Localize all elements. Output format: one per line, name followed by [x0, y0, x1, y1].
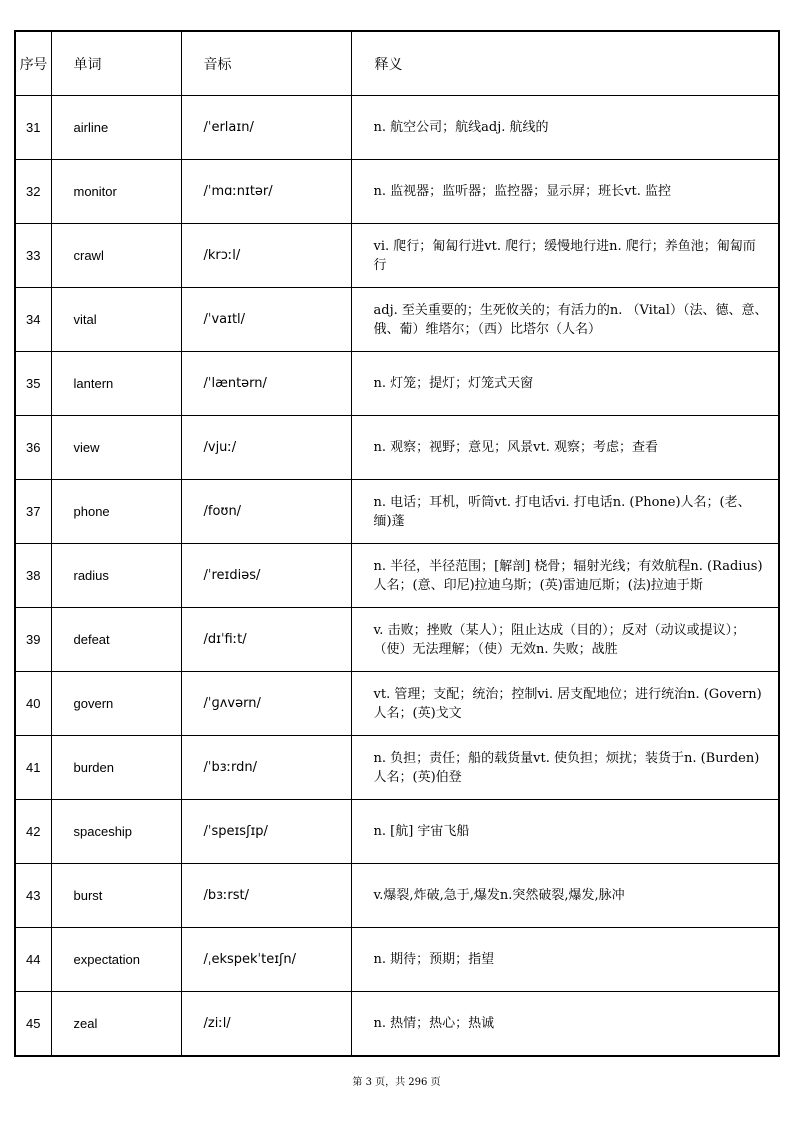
row-definition: vt. 管理；支配；统治；控制vi. 居支配地位；进行统治n. (Govern)人名；(英)戈文	[351, 672, 779, 736]
row-number: 42	[15, 800, 51, 864]
row-definition: n. 观察；视野；意见；风景vt. 观察；考虑；查看	[351, 416, 779, 480]
header-word: 单词	[51, 31, 181, 96]
row-phonetic: /ˈvaɪtl/	[181, 288, 351, 352]
header-number: 序号	[15, 31, 51, 96]
row-word: airline	[51, 96, 181, 160]
row-word: expectation	[51, 928, 181, 992]
header-phonetic: 音标	[181, 31, 351, 96]
row-word: monitor	[51, 160, 181, 224]
row-phonetic: /ˈbɜːrdn/	[181, 736, 351, 800]
row-number: 32	[15, 160, 51, 224]
row-word: radius	[51, 544, 181, 608]
row-phonetic: /ˈreɪdiəs/	[181, 544, 351, 608]
row-phonetic: /ˈspeɪsʃɪp/	[181, 800, 351, 864]
table-row	[15, 672, 779, 736]
table-row	[15, 992, 779, 1057]
row-phonetic: /foʊn/	[181, 480, 351, 544]
row-phonetic: /ˌekspekˈteɪʃn/	[181, 928, 351, 992]
table-row	[15, 736, 779, 800]
row-number: 38	[15, 544, 51, 608]
row-phonetic: /ˈlæntərn/	[181, 352, 351, 416]
row-number: 36	[15, 416, 51, 480]
row-phonetic: /krɔːl/	[181, 224, 351, 288]
row-number: 33	[15, 224, 51, 288]
table-row	[15, 224, 779, 288]
row-number: 34	[15, 288, 51, 352]
row-phonetic: /vjuː/	[181, 416, 351, 480]
row-number: 43	[15, 864, 51, 928]
table-row	[15, 928, 779, 992]
row-word: zeal	[51, 992, 181, 1057]
row-word: lantern	[51, 352, 181, 416]
row-definition: vi. 爬行；匍匐行进vt. 爬行；缓慢地行进n. 爬行；养鱼池；匍匐而行	[351, 224, 779, 288]
row-definition: n. 热情；热心；热诚	[351, 992, 779, 1057]
row-definition: n. 航空公司；航线adj. 航线的	[351, 96, 779, 160]
row-definition: n. 监视器；监听器；监控器；显示屏；班长vt. 监控	[351, 160, 779, 224]
table-row	[15, 160, 779, 224]
table-row	[15, 544, 779, 608]
table-row	[15, 864, 779, 928]
table-row	[15, 416, 779, 480]
row-number: 35	[15, 352, 51, 416]
row-number: 37	[15, 480, 51, 544]
row-word: defeat	[51, 608, 181, 672]
row-word: crawl	[51, 224, 181, 288]
row-number: 41	[15, 736, 51, 800]
row-number: 39	[15, 608, 51, 672]
row-definition: n. 期待；预期；指望	[351, 928, 779, 992]
row-definition: adj. 至关重要的；生死攸关的；有活力的n. （Vital）（法、德、意、俄、葡）维塔尔；（西）比塔尔（人名）	[351, 288, 779, 352]
row-word: spaceship	[51, 800, 181, 864]
row-word: govern	[51, 672, 181, 736]
row-word: view	[51, 416, 181, 480]
row-number: 44	[15, 928, 51, 992]
row-definition: n. 灯笼；提灯；灯笼式天窗	[351, 352, 779, 416]
row-phonetic: /ziːl/	[181, 992, 351, 1057]
table-row	[15, 96, 779, 160]
table-row	[15, 288, 779, 352]
table-header-row	[15, 31, 779, 96]
row-word: burden	[51, 736, 181, 800]
row-phonetic: /ˈɡʌvərn/	[181, 672, 351, 736]
table-row	[15, 480, 779, 544]
row-number: 31	[15, 96, 51, 160]
table-row	[15, 352, 779, 416]
page-number-footer: 第 3 页，共 296 页	[352, 1077, 441, 1088]
row-definition: n. 电话；耳机，听筒vt. 打电话vi. 打电话n. (Phone)人名；(老、缅)蓬	[351, 480, 779, 544]
row-word: vital	[51, 288, 181, 352]
header-definition: 释义	[351, 31, 779, 96]
row-phonetic: /bɜːrst/	[181, 864, 351, 928]
vocabulary-table	[14, 30, 780, 1057]
table-row	[15, 608, 779, 672]
row-phonetic: /ˈerlaɪn/	[181, 96, 351, 160]
row-definition: v. 击败；挫败（某人）；阻止达成（目的）；反对（动议或提议）；（使）无法理解；（使）无效n. 失败；战胜	[351, 608, 779, 672]
row-phonetic: /dɪˈfiːt/	[181, 608, 351, 672]
row-definition: n. 半径，半径范围；[解剖] 桡骨；辐射光线；有效航程n. (Radius)人名；(意、印尼)拉迪乌斯；(英)雷迪厄斯；(法)拉迪于斯	[351, 544, 779, 608]
row-number: 45	[15, 992, 51, 1057]
table-row	[15, 800, 779, 864]
row-definition: n. [航] 宇宙飞船	[351, 800, 779, 864]
row-definition: n. 负担；责任；船的载货量vt. 使负担；烦扰；装货于n. (Burden)人名；(英)伯登	[351, 736, 779, 800]
row-definition: v.爆裂,炸破,急于,爆发n.突然破裂,爆发,脉冲	[351, 864, 779, 928]
row-number: 40	[15, 672, 51, 736]
row-word: burst	[51, 864, 181, 928]
row-phonetic: /ˈmɑːnɪtər/	[181, 160, 351, 224]
row-word: phone	[51, 480, 181, 544]
